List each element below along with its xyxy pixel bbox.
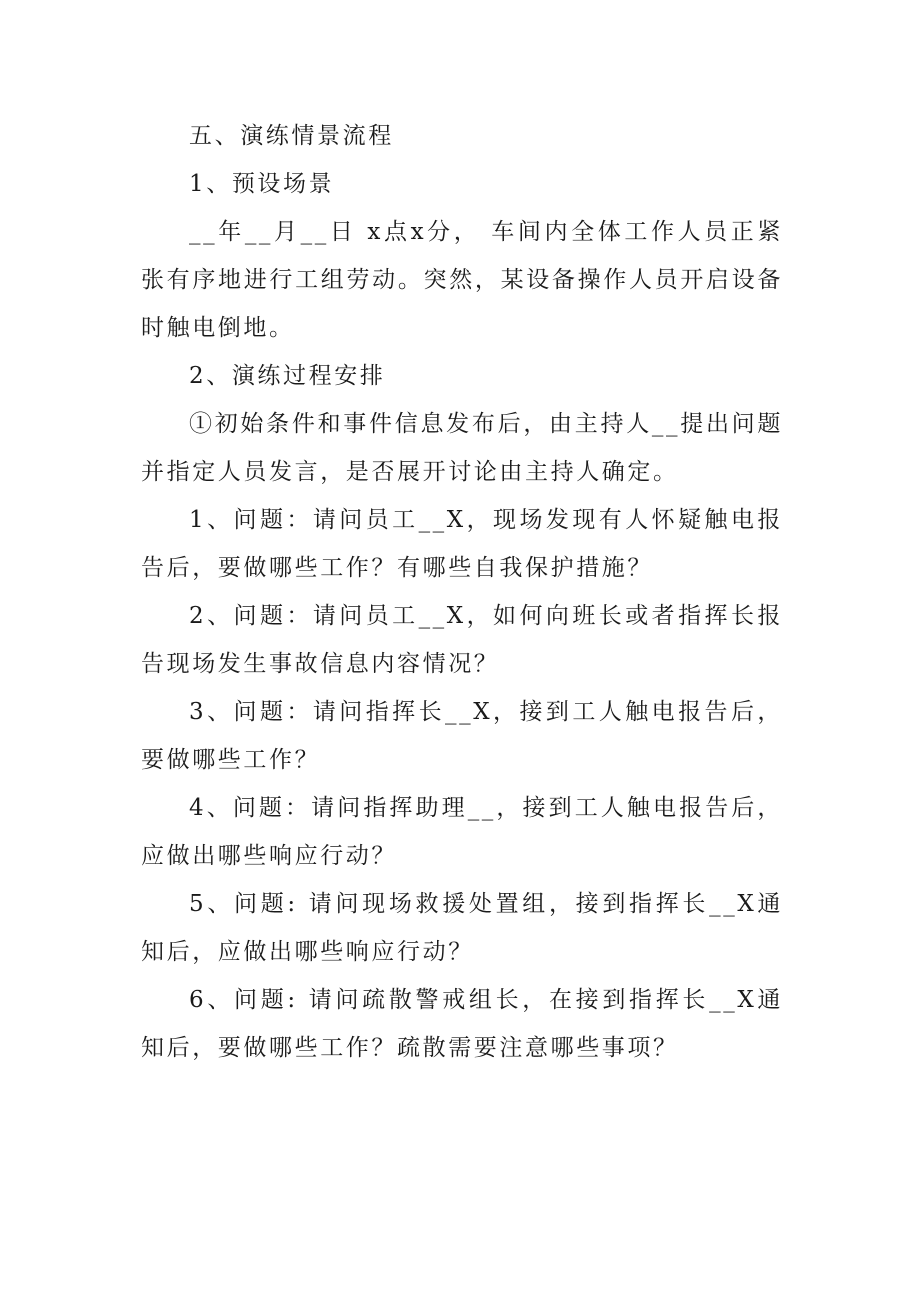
- section-heading: 五、演练情景流程: [189, 123, 394, 149]
- question-item: 6、问题: 请问疏散警戒组长，在接到指挥长__X通知后，要做哪些工作？疏散需要注意哪些事项？: [141, 987, 783, 1061]
- question-item: 4、问题：请问指挥助理__，接到工人触电报告后，应做出哪些响应行动？: [141, 795, 783, 869]
- question-item: 2、问题：请问员工__X，如何向班长或者指挥长报告现场发生事故信息内容情况？: [141, 603, 783, 677]
- question-item: 5、问题: 请问现场救援处置组，接到指挥长__X通知后，应做出哪些响应行动？: [141, 891, 783, 965]
- process-intro: ①初始条件和事件信息发布后，由主持人__提出问题并指定人员发言，是否展开讨论由主持人确定。: [141, 411, 783, 485]
- subsection-heading-process: 2、演练过程安排: [189, 363, 386, 389]
- question-item: 1、问题：请问员工__X，现场发现有人怀疑触电报告后，要做哪些工作？有哪些自我保护措施？: [141, 507, 783, 581]
- subsection-heading-preset-scene: 1、预设场景: [189, 171, 335, 197]
- document-body: [141, 112, 783, 1072]
- question-item: 3、问题：请问指挥长__X，接到工人触电报告后，要做哪些工作？: [141, 699, 783, 773]
- scene-description: __年__月__日 x点x分， 车间内全体工作人员正紧张有序地进行工组劳动。突然，某设备操作人员开启设备时触电倒地。: [141, 219, 783, 341]
